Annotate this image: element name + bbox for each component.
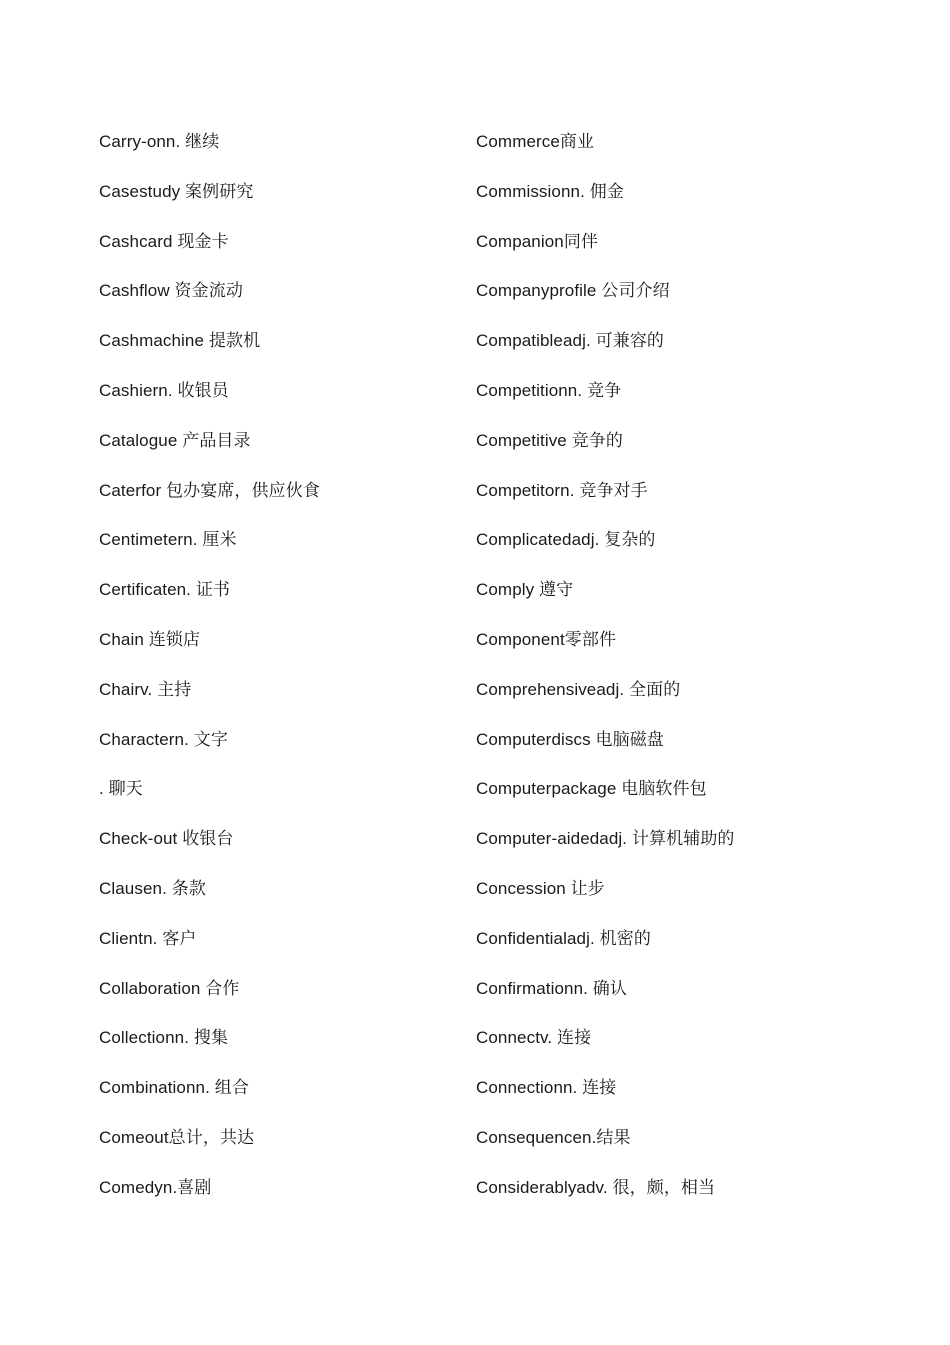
vocab-entry: Comprehensiveadj. 全面的: [476, 679, 681, 699]
vocab-entry: Concession 让步: [476, 878, 605, 898]
vocab-entry: Chairv. 主持: [99, 679, 192, 699]
vocab-entry: Compatibleadj. 可兼容的: [476, 331, 665, 351]
vocab-entry: Component零部件: [476, 629, 617, 649]
vocab-entry: Computerpackage 电脑软件包: [476, 779, 707, 799]
vocab-entry: Competitive 竞争的: [476, 430, 623, 450]
vocab-entry: Catalogue 产品目录: [99, 430, 251, 450]
vocab-entry: Check-out 收银台: [99, 829, 234, 849]
vocab-entry: Carry-onn. 继续: [99, 132, 220, 151]
vocab-entry: Consequencen.结果: [476, 1127, 631, 1147]
vocab-entry: Caterfor 包办宴席，供应伙食: [99, 480, 320, 500]
vocab-entry: Commissionn. 佣金: [476, 181, 624, 201]
vocab-entry: Companion同伴: [476, 231, 599, 251]
right-vocabulary-column: [476, 129, 836, 1225]
vocab-entry: Connectv. 连接: [476, 1028, 592, 1048]
vocab-entry: Centimetern. 厘米: [99, 530, 237, 550]
vocab-entry: Cashmachine 提款机: [99, 331, 261, 351]
vocab-entry: Comeout总计，共达: [99, 1127, 255, 1147]
vocab-entry: Casestudy 案例研究: [99, 181, 254, 201]
vocab-entry: Comply 遵守: [476, 580, 574, 600]
vocab-entry: Competitionn. 竞争: [476, 380, 622, 400]
vocab-entry: Certificaten. 证书: [99, 580, 231, 600]
vocab-entry: Connectionn. 连接: [476, 1078, 617, 1098]
vocab-entry: Confirmationn. 确认: [476, 978, 627, 998]
vocab-entry: Cashcard 现金卡: [99, 231, 229, 251]
vocab-entry: Charactern. 文字: [99, 729, 228, 749]
vocab-entry: Competitorn. 竞争对手: [476, 480, 648, 500]
vocab-entry: Companyprofile 公司介绍: [476, 281, 670, 301]
vocab-entry: Considerablyadv. 很，颇，相当: [476, 1177, 716, 1197]
vocab-entry: Computer-aidedadj. 计算机辅助的: [476, 829, 735, 849]
vocab-entry: Collaboration 合作: [99, 978, 240, 998]
vocab-entry: Complicatedadj. 复杂的: [476, 530, 656, 550]
vocab-entry: Chain 连锁店: [99, 629, 201, 649]
vocab-entry: Collectionn. 搜集: [99, 1028, 229, 1048]
vocab-entry: Clausen. 条款: [99, 878, 206, 898]
vocab-entry: . 聊天: [99, 779, 143, 799]
left-vocabulary-column: [99, 129, 459, 1225]
vocab-entry: Computerdiscs 电脑磁盘: [476, 729, 664, 749]
vocab-entry: Clientn. 客户: [99, 928, 197, 948]
vocab-entry: Comedyn.喜剧: [99, 1177, 212, 1197]
vocab-entry: Cashflow 资金流动: [99, 281, 243, 301]
vocab-entry: Cashiern. 收银员: [99, 380, 229, 400]
vocab-entry: Combinationn. 组合: [99, 1078, 249, 1098]
vocab-entry: Commerce商业: [476, 132, 595, 151]
vocab-entry: Confidentialadj. 机密的: [476, 928, 651, 948]
